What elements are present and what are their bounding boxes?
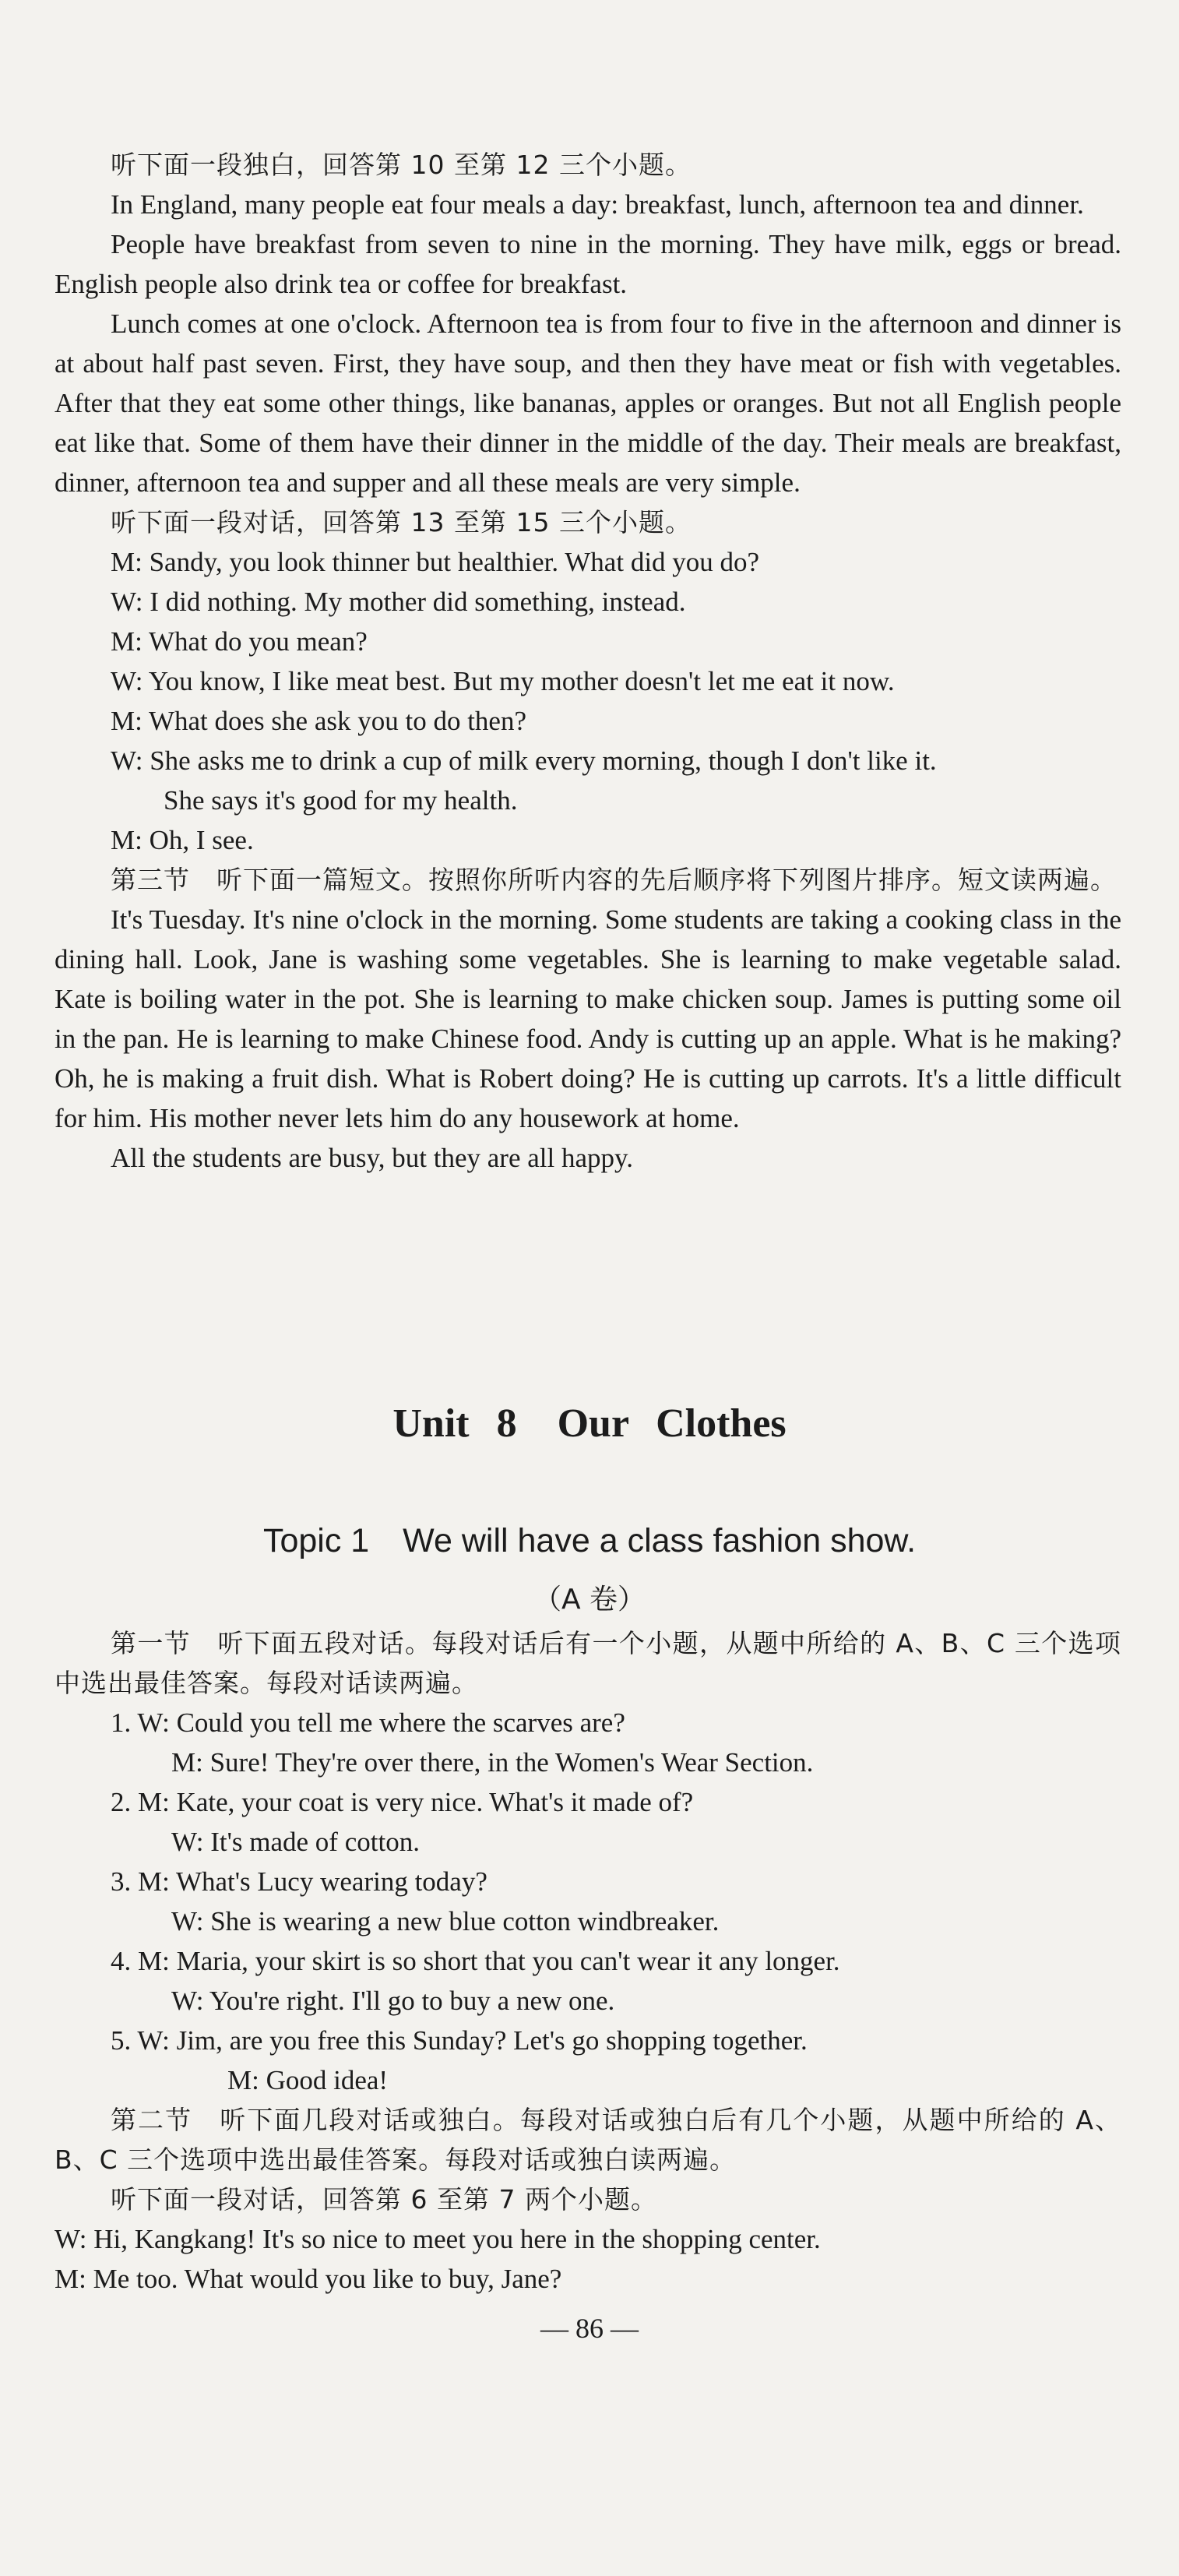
passage-paragraph: All the students are busy, but they are all happy. [111, 1143, 633, 1173]
question-line: 5. W: Jim, are you free this Sunday? Let's go shopping together. [111, 2025, 808, 2056]
section2-instruction: 第二节 听下面几段对话或独白。每段对话或独白后有几个小题，从题中所给的 A、B、C 三个选项中选出最佳答案。每段对话或独白读两遍。 [55, 2105, 1121, 2175]
question-line: 4. M: Maria, your skirt is so short that you can't wear it any longer. [111, 1946, 840, 1976]
topic-title: Topic 1 We will have a class fashion show. [262, 1522, 917, 1559]
dialog-line: W: Hi, Kangkang! It's so nice to meet you here in the shopping center. [55, 2224, 821, 2254]
section1-instruction: 第一节 听下面五段对话。每段对话后有一个小题，从题中所给的 A、B、C 三个选项中选出最佳答案。每段对话读两遍。 [55, 1628, 1121, 1698]
dialog-line: M: What do you mean? [111, 626, 368, 657]
answer-line: W: You're right. I'll go to buy a new one. [171, 1986, 615, 2016]
monologue-paragraph: In England, many people eat four meals a day: breakfast, lunch, afternoon tea and dinner. [111, 189, 1084, 220]
dialog-line: W: She asks me to drink a cup of milk every morning, though I don't like it. [111, 745, 937, 776]
passage-paragraph: It's Tuesday. It's nine o'clock in the morning. Some students are taking a cooking class in the dining hall. Look, Jane is washing some vegetables. She is learning to make vegetable salad. Kate is boiling water in the pot. She is learning to make chicken soup. James is putting some oil in the pan. He is learning to make Chinese food. Andy is cutting up an apple. What is he making? Oh, he is making a fruit dish. What is Robert doing? He is cutting up carrots. It's a little difficult for him. His mother never lets him do any housework at home. [55, 904, 1121, 1133]
question-line: 3. M: What's Lucy wearing today? [111, 1866, 487, 1897]
dialog-line: M: Oh, I see. [111, 825, 254, 855]
answer-line: M: Sure! They're over there, in the Women's Wear Section. [171, 1747, 814, 1778]
unit-title: Unit 8 Our Clothes [392, 1401, 787, 1446]
dialog-line: M: Me too. What would you like to buy, Jane? [55, 2264, 562, 2294]
answer-line: M: Good idea! [227, 2065, 389, 2095]
instruction-6-7: 听下面一段对话，回答第 6 至第 7 两个小题。 [111, 2184, 657, 2215]
listening-script-top [55, 145, 1121, 1178]
section-1-2 [55, 1623, 1121, 2299]
section3-instruction: 第三节 听下面一篇短文。按照你所听内容的先后顺序将下列图片排序。短文读两遍。 [111, 865, 1117, 895]
dialog-line: M: What does she ask you to do then? [111, 706, 526, 736]
question-line: 2. M: Kate, your coat is very nice. What's it made of? [111, 1787, 694, 1817]
dialog-line: W: I did nothing. My mother did something, instead. [111, 587, 686, 617]
answer-line: W: She is wearing a new blue cotton windbreaker. [171, 1906, 720, 1936]
instruction-10-12: 听下面一段独白，回答第 10 至第 12 三个小题。 [111, 150, 692, 180]
monologue-paragraph: Lunch comes at one o'clock. Afternoon tea is from four to five in the afternoon and dinner is at about half past seven. First, they have soup, and then they have meat or fish with vegetables. After that they eat some other things, like bananas, apples or oranges. But not all English people eat like that. Some of them have their dinner in the middle of the day. Their meals are breakfast, dinner, afternoon tea and supper and all these meals are very simple. [55, 308, 1121, 498]
dialog-line: She says it's good for my health. [164, 785, 518, 816]
instruction-13-15: 听下面一段对话，回答第 13 至第 15 三个小题。 [111, 507, 692, 537]
monologue-paragraph: People have breakfast from seven to nine in the morning. They have milk, eggs or bread. English people also drink tea or coffee for breakfast. [55, 229, 1121, 299]
dialog-line: M: Sandy, you look thinner but healthier. What did you do? [111, 547, 760, 577]
question-line: 1. W: Could you tell me where the scarves are? [111, 1707, 625, 1738]
answer-line: W: It's made of cotton. [171, 1827, 420, 1857]
page-number: — 86 — [540, 2313, 639, 2344]
dialog-line: W: You know, I like meat best. But my mother doesn't let me eat it now. [111, 666, 895, 696]
paper-label: （A 卷） [533, 1584, 646, 1616]
